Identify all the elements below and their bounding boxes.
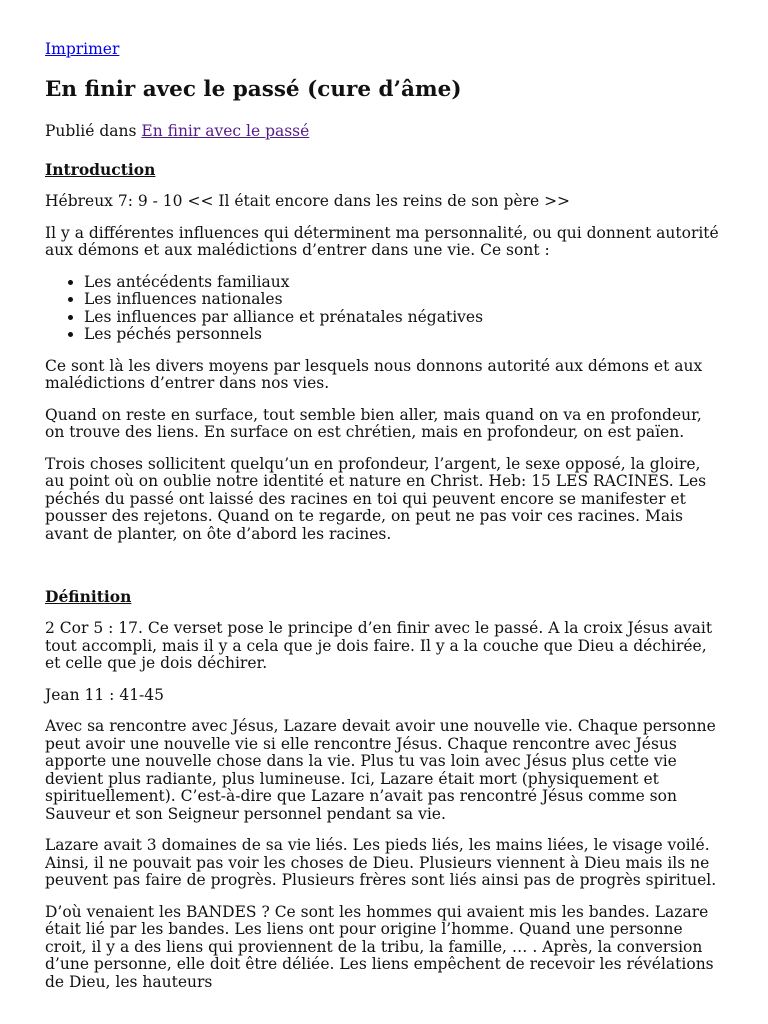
section-heading-introduction: Introduction <box>45 160 156 179</box>
category-link[interactable]: En finir avec le passé <box>141 121 310 140</box>
list-item: • Les péchés personnels <box>84 326 723 344</box>
paragraph: Il y a différentes influences qui déterminent ma personnalité, ou qui donnent autorité aux démons et aux malédictions d’entrer dans une vie. Ce sont : <box>45 223 719 259</box>
published-prefix: Publié dans <box>45 121 137 140</box>
paragraph: Ce sont là les divers moyens par lesquels nous donnons autorité aux démons et aux malédictions d’entrer dans nos vies. <box>45 356 703 392</box>
paragraph: Hébreux 7: 9 - 10 << Il était encore dans les reins de son père >> <box>45 192 571 210</box>
paragraph: Avec sa rencontre avec Jésus, Lazare devait avoir une nouvelle vie. Chaque personne peut avoir une nouvelle vie si elle rencontre Jésus. Chaque rencontre avec Jésus apporte une nouvelle chose dans la vie. Plus tu vas loin avec Jésus plus cette vie devient plus radiante, plus lumineuse. Ici, Lazare était mort (physiquement et spirituellement). C’est-à-dire que Lazare n’avait pas rencontré Jésus comme son Sauveur et son Seigneur personnel pendant sa vie. <box>45 717 716 823</box>
paragraph: D’où venaient les BANDES ? Ce sont les hommes qui avaient mis les bandes. Lazare était lié par les bandes. Les liens ont pour origine l’homme. Quand une personne croit, il y a des liens qui proviennent de la tribu, la famille, … . Après, la conversion d’une personne, elle doit être déliée. Les liens empêchent de recevoir les révélations de Dieu, les hauteurs <box>45 902 714 991</box>
page-title: En finir avec le passé (cure d’âme) <box>45 76 462 102</box>
section-heading-definition: Définition <box>45 587 132 606</box>
published-in <box>45 123 723 141</box>
list-item: • Les antécédents familiaux <box>84 274 723 292</box>
paragraph: Lazare avait 3 domaines de sa vie liés. Les pieds liés, les mains liées, le visage voilé. Ainsi, il ne pouvait pas voir les choses de Dieu. Plusieurs viennent à Dieu mais ils ne peuvent pas faire de progrès. Plusieurs frères sont liés ainsi pas de progrès spirituel. <box>45 836 717 889</box>
paragraph: Jean 11 : 41-45 <box>45 685 165 704</box>
paragraph: Quand on reste en surface, tout semble bien aller, mais quand on va en profondeur, on trouve des liens. En surface on est chrétien, mais en profondeur, on est païen. <box>45 405 702 441</box>
list-item: • Les influences par alliance et prénatales négatives <box>84 309 723 327</box>
paragraph: 2 Cor 5 : 17. Ce verset pose le principe d’en finir avec le passé. A la croix Jésus avait tout accompli, mais il y a cela que je dois faire. Il y a la couche que Dieu a déchirée, et celle que je dois déchirer. <box>45 619 713 672</box>
paragraph: Trois choses sollicitent quelqu’un en profondeur, l’argent, le sexe opposé, la gloire, au point où on oublie notre identité et nature en Christ. Heb: 15 LES RACINES. Les péchés du passé ont laissé des racines en toi qui peuvent encore se manifester et pousser des rejetons. Quand on te regarde, on peut ne pas voir ces racines. Mais avant de planter, on ôte d’abord les racines. <box>45 454 707 543</box>
print-link[interactable]: Imprimer <box>45 40 120 58</box>
list-item: • Les influences nationales <box>84 291 723 309</box>
influences-list <box>45 274 723 344</box>
